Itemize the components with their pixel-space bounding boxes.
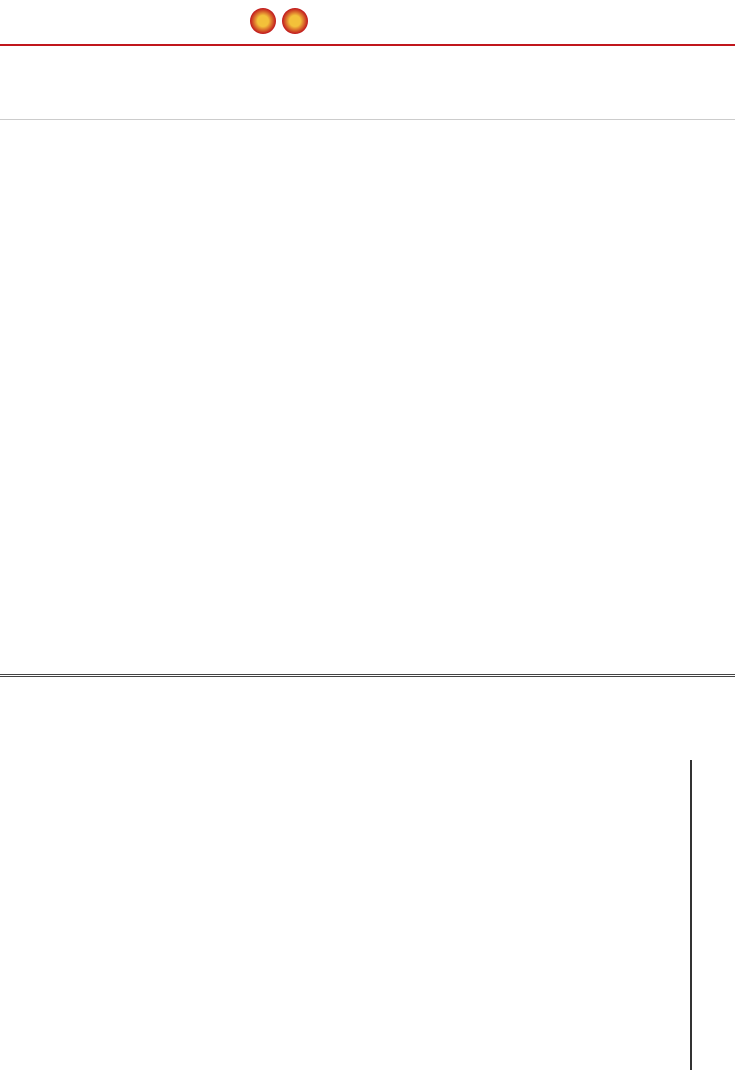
section-divider	[0, 674, 735, 677]
masthead	[0, 0, 735, 46]
side-article-title-box	[690, 760, 734, 1070]
cppcc-emblem-icon	[282, 8, 308, 34]
national-emblem-icon	[250, 8, 276, 34]
top-article-banner	[0, 52, 735, 120]
